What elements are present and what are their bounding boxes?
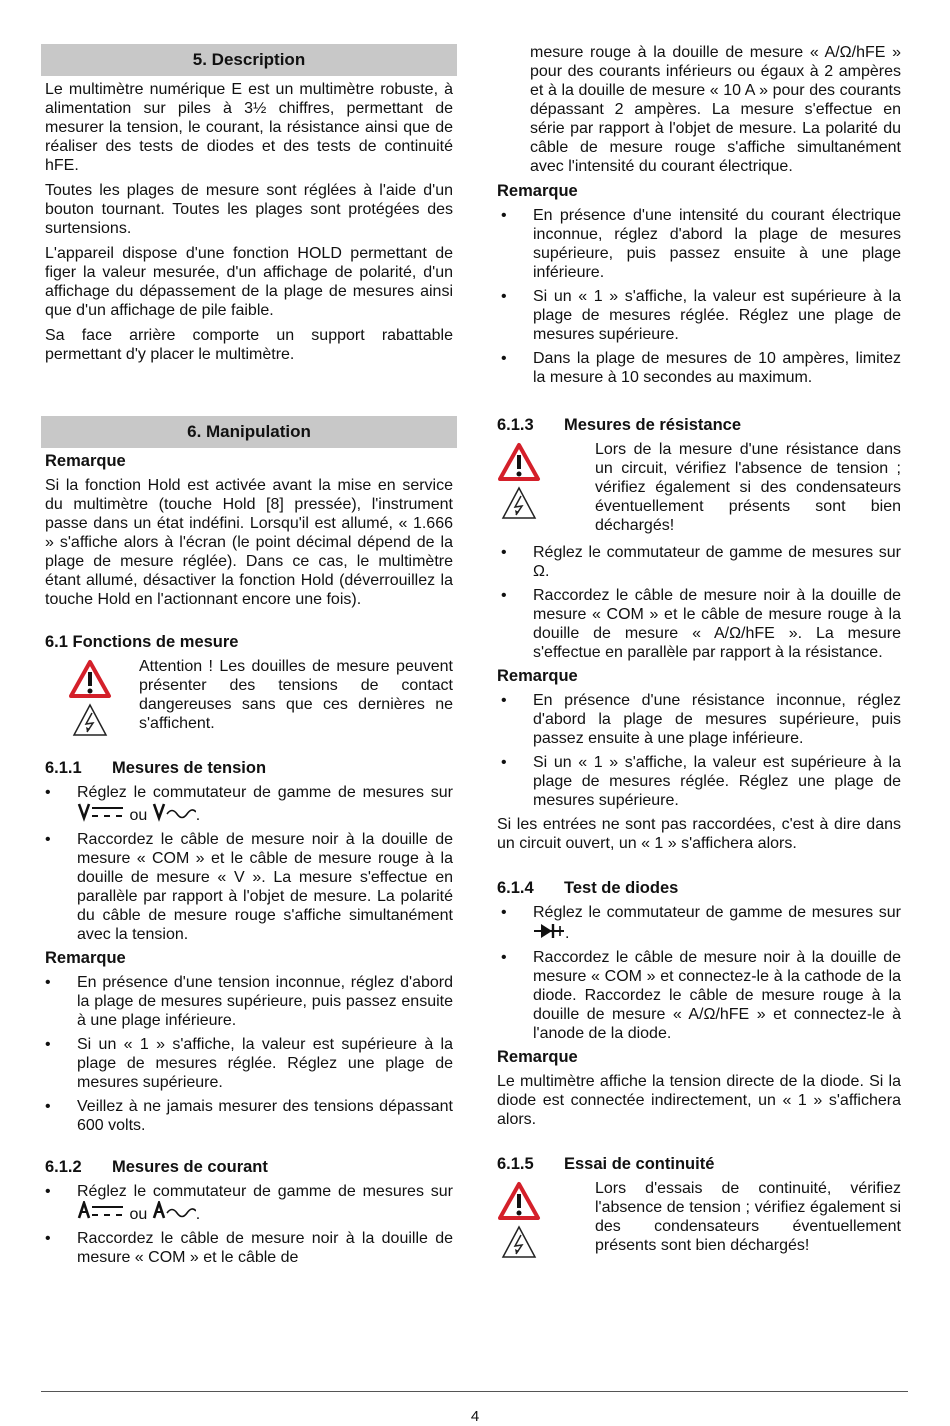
ac-voltage-icon <box>152 802 196 822</box>
warning-block-6-1-3 <box>497 440 905 535</box>
right-column <box>497 43 905 1267</box>
page-number: 4 <box>470 1408 480 1425</box>
section-6-1-2-heading <box>45 1158 457 1177</box>
section-title: Mesures de tension <box>112 759 267 777</box>
list-item: • Réglez le commutateur de gamme de mesures sur ou . <box>41 1182 457 1224</box>
section-6-1-5-heading <box>497 1155 905 1174</box>
section-number: 6.1.2 <box>45 1158 82 1176</box>
list-item: • Raccordez le câble de mesure noir à la douille de mesure « COM » et le câble de <box>41 1229 457 1267</box>
list-item: • Raccordez le câble de mesure noir à la douille de mesure « COM » et connectez-le à la cathode de la diode. Raccordez le câble de mesure rouge à la douille de mesure « A/Ω/hFE » et connectez-le à l'anode de la diode. <box>497 948 905 1043</box>
section-6-1-3-heading <box>497 416 905 435</box>
warning-text-6-1: Attention ! Les douilles de mesure peuvent présenter des tensions de contact dangereuses sans que ces dernières ne s'affichent. <box>139 658 453 732</box>
section-5-title: 5. Description <box>41 44 457 76</box>
list-item: • En présence d'une intensité du courant électrique inconnue, réglez d'abord la plage de mesures supérieure, puis passez ensuite à une plage inférieure. <box>497 206 905 282</box>
list-item: • Réglez le commutateur de gamme de mesures sur Ω. <box>497 543 905 581</box>
warning-block-6-1 <box>41 657 457 737</box>
remark-list-6-1-1 <box>41 973 457 1135</box>
section-title: Test de diodes <box>564 879 679 897</box>
ac-current-icon <box>152 1201 196 1221</box>
warning-text-6-1-5: Lors d'essais de continuité, vérifiez l'absence de tension ; vérifiez également si des condensateurs éventuellement présents sont bien déchargés! <box>595 1180 901 1254</box>
dc-voltage-icon <box>77 802 125 822</box>
warning-text-6-1-3: Lors de la mesure d'une résistance dans un circuit, vérifiez l'absence de tension ; vérifiez également si des condensateurs éventuellement présents sont bien déchargés! <box>595 441 901 534</box>
section-title: Mesures de courant <box>112 1158 268 1176</box>
list-item: • En présence d'une tension inconnue, réglez d'abord la plage de mesures supérieure, puis passez ensuite à une plage inférieure. <box>41 973 457 1030</box>
sec5-paragraph-4: Sa face arrière comporte un support rabattable permettant d'y placer le multimètre. <box>45 327 453 363</box>
section-number: 6.1.5 <box>497 1155 534 1173</box>
remark-heading: Remarque <box>497 667 578 685</box>
section-title: Mesures de résistance <box>564 416 742 434</box>
remark-heading: Remarque <box>497 1048 578 1066</box>
warning-triangle-icon <box>497 1181 541 1221</box>
list-item: • Raccordez le câble de mesure noir à la douille de mesure « COM » et le câble de mesure rouge à la douille de mesure « V ». La mesure s'effectue en parallèle par rapport à l'objet de mesure. La polarité du câble de mesure rouge s'affiche simultanément avec la tension. <box>41 830 457 944</box>
section-title: Essai de continuité <box>564 1155 715 1173</box>
list-6-1-4 <box>497 903 905 1043</box>
continued-paragraph: mesure rouge à la douille de mesure « A/Ω/hFE » pour des courants inférieurs ou égaux à 2 ampères et à la douille de mesure « 10 A » pour des courants dépassant 2 ampères. La mesure s'effectue en série par rapport à l'objet de mesure. La polarité du câble de mesure rouge s'affiche simultanément avec l'intensité du courant électrique. <box>530 44 901 175</box>
remark-heading: Remarque <box>45 452 126 470</box>
high-voltage-icon <box>501 1225 537 1259</box>
left-column <box>41 40 457 1272</box>
section-number: 6.1.1 <box>45 759 82 777</box>
high-voltage-icon <box>501 486 537 520</box>
section-number: 6.1.3 <box>497 416 534 434</box>
sec6-paragraph: Si la fonction Hold est activée avant la mise en service du multimètre (touche Hold [8] pressée), l'instrument passe dans un état indéfini. Lorsqu'il est allumé, « 1.666 » s'affiche alors à l'écran (le point décimal dépend de la plage de mesure réglée). Dans ce cas, le multimètre étant allumé, désactiver la fonction Hold (déverrouillez la touche Hold en l'actionnant encore une fois). <box>45 477 453 608</box>
list-item: • Veillez à ne jamais mesurer des tensions dépassant 600 volts. <box>41 1097 457 1135</box>
section-number: 6.1.4 <box>497 879 534 897</box>
sec613-paragraph: Si les entrées ne sont pas raccordées, c'est à dire dans un circuit ouvert, un « 1 » s'affichera alors. <box>497 816 901 852</box>
warning-triangle-icon <box>497 442 541 482</box>
section-6-1-title: 6.1 Fonctions de mesure <box>45 633 239 651</box>
remark-heading: Remarque <box>45 949 126 967</box>
list-item: • En présence d'une résistance inconnue, réglez d'abord la plage de mesures supérieure, puis passez ensuite à une plage inférieure. <box>497 691 905 748</box>
sec5-paragraph-3: L'appareil dispose d'une fonction HOLD permettant de figer la valeur mesurée, d'un affichage de polarité, d'un affichage du dépassement de la plage de mesures ainsi que d'un affichage de pile faible. <box>45 245 453 319</box>
warning-triangle-icon <box>68 659 112 699</box>
list-6-1-2 <box>41 1182 457 1267</box>
sec5-paragraph-2: Toutes les plages de mesure sont réglées à l'aide d'un bouton tournant. Toutes les plages sont protégées des surtensions. <box>45 182 453 237</box>
list-item: • Réglez le commutateur de gamme de mesures sur . <box>497 903 905 943</box>
remark-list-6-1-3 <box>497 691 905 810</box>
section-6-1-1-heading <box>45 759 457 778</box>
list-item: • Raccordez le câble de mesure noir à la douille de mesure « COM » et le câble de mesure rouge à la douille de mesure « A/Ω/hFE ». La mesure s'effectue en parallèle par rapport à la résistance. <box>497 586 905 662</box>
diode-icon <box>533 922 565 940</box>
sec5-paragraph-1: Le multimètre numérique E est un multimètre robuste, à alimentation sur piles à 3½ chiffres, permettant de mesurer la tension, le courant, la résistance ainsi que de réaliser des tests de diodes et des tests de continuité hFE. <box>45 81 453 174</box>
list-6-1-1 <box>41 783 457 944</box>
list-item: • Si un « 1 » s'affiche, la valeur est supérieure à la plage de mesures réglée. Réglez une plage de mesures supérieure. <box>497 287 905 344</box>
list-item: • Dans la plage de mesures de 10 ampères, limitez la mesure à 10 secondes au maximum. <box>497 349 905 387</box>
high-voltage-icon <box>72 703 108 737</box>
remark-heading: Remarque <box>497 182 578 200</box>
footer-divider <box>41 1391 908 1392</box>
remark-list-6-1-2 <box>497 206 905 387</box>
list-6-1-3 <box>497 543 905 662</box>
section-6-title: 6. Manipulation <box>41 416 457 448</box>
list-item: • Si un « 1 » s'affiche, la valeur est supérieure à la plage de mesures réglée. Réglez une plage de mesures supérieure. <box>497 753 905 810</box>
list-item: • Réglez le commutateur de gamme de mesures sur ou . <box>41 783 457 825</box>
warning-block-6-1-5 <box>497 1179 905 1259</box>
section-6-1-4-heading <box>497 879 905 898</box>
list-item: • Si un « 1 » s'affiche, la valeur est supérieure à la plage de mesures réglée. Réglez une plage de mesures supérieure. <box>41 1035 457 1092</box>
sec614-paragraph: Le multimètre affiche la tension directe de la diode. Si la diode est connectée indirectement, un « 1 » s'affichera alors. <box>497 1073 901 1128</box>
dc-current-icon <box>77 1201 125 1221</box>
